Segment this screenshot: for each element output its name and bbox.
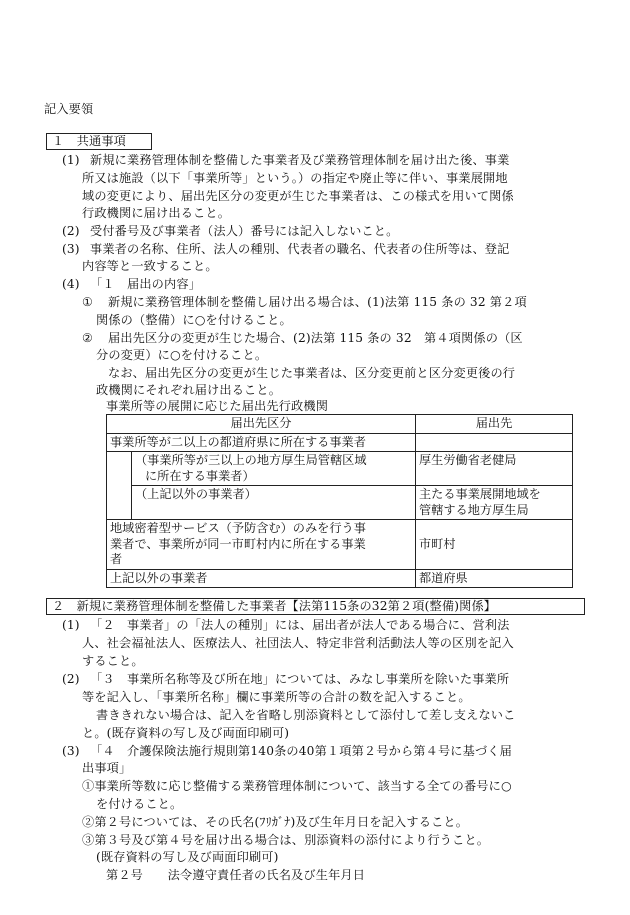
s2-sub-line4: ③第３号及び第４号を届け出る場合は、別添資料の添付により行うこと。 bbox=[82, 833, 490, 847]
s1-item2-number: (2) bbox=[62, 224, 80, 238]
s2-item2-number: (2) bbox=[62, 672, 80, 686]
table-cell-r2b-dest-line2: 管轄する地方厚生局 bbox=[419, 502, 529, 517]
table-row bbox=[107, 520, 573, 570]
table-cell-r2b-dest bbox=[416, 486, 573, 520]
s1-sub2-line2: 分の変更）に○を付けること。 bbox=[96, 348, 268, 362]
s1-item1-line1: 新規に業務管理体制を整備した事業者及び業務管理体制を届け出た後、事業 bbox=[90, 153, 510, 167]
table-cell-r3-line1: 地域密着型サービス（予防含む）のみを行う事 bbox=[110, 521, 366, 535]
section2-title: ２ 新規に業務管理体制を整備した事業者【法第115条の32第２項(整備)関係】 bbox=[52, 599, 497, 613]
s2-sub-line1: ①事業所等数に応じ整備する業務管理体制について、該当する全ての番号に○ bbox=[82, 779, 512, 793]
s2-item2-line4: と。(既存資料の写し及び両面印刷可) bbox=[82, 726, 290, 740]
table-header-destination: 届出先 bbox=[416, 415, 573, 434]
section1-title: １ 共通事項 bbox=[52, 134, 127, 148]
table-caption: 事業所等の展開に応じた届出先行政機関 bbox=[106, 399, 329, 413]
s1-item1-number: (1) bbox=[62, 153, 80, 167]
agency-table bbox=[106, 414, 573, 588]
table-row bbox=[107, 452, 573, 486]
s1-item3-line1: 事業者の名称、住所、法人の種別、代表者の職名、代表者の住所等は、登記 bbox=[90, 242, 510, 256]
table-cell-r1-dest bbox=[416, 433, 573, 452]
s1-item3-number: (3) bbox=[62, 242, 80, 256]
table-indent-cell bbox=[107, 486, 132, 520]
s2-item2-line1: 「３ 事業所名称等及び所在地」については、みなし事業所を除いた事業所 bbox=[90, 672, 510, 686]
s1-item3-line2: 内容等と一致すること。 bbox=[82, 259, 218, 273]
s1-sub1-number: ① bbox=[82, 295, 94, 309]
table-indent-cell bbox=[107, 452, 132, 486]
s2-sub-line3: ②第２号については、その氏名(ﾌﾘｶﾞﾅ)及び生年月日を記入すること。 bbox=[82, 815, 469, 829]
s1-item1-line3: 域の変更により、届出先区分の変更が生じた事業者は、この様式を用いて関係 bbox=[82, 189, 514, 203]
table-cell-r4: 上記以外の事業者 bbox=[107, 569, 416, 588]
table-cell-r2a-line1: （事業所等が三以上の地方厚生局管轄区域 bbox=[135, 453, 367, 467]
s2-item1-line1: 「２ 事業者」の「法人の種別」には、届出者が法人である場合に、営利法 bbox=[90, 618, 510, 632]
table-cell-r3-line3: 者 bbox=[110, 552, 123, 566]
s2-sub-line6: 第２号 法令遵守責任者の氏名及び生年月日 bbox=[106, 868, 366, 882]
table-cell-r4-dest: 都道府県 bbox=[416, 569, 573, 588]
table-cell-r3-line2: 業者で、事業所が同一市町村内に所在する事業 bbox=[110, 536, 366, 551]
s1-sub1-line1: 新規に業務管理体制を整備し届け出る場合は、(1)法第 115 条の 32 第２項 bbox=[108, 295, 527, 309]
s1-item2-line1: 受付番号及び事業者（法人）番号には記入しないこと。 bbox=[90, 224, 399, 238]
s1-sub2-number: ② bbox=[82, 331, 94, 345]
table-header-row bbox=[107, 415, 573, 434]
table-cell-r3 bbox=[107, 520, 416, 570]
s2-sub-line5: (既存資料の写し及び両面印刷可) bbox=[96, 850, 279, 864]
s2-item2-line3: 書ききれない場合は、記入を省略し別添資料として添付して差し支えないこ bbox=[96, 708, 516, 722]
s2-item2-line2: 等を記入し、「事業所名称」欄に事業所等の合計の数を記入すること。 bbox=[82, 690, 471, 704]
s2-item3-number: (3) bbox=[62, 744, 80, 758]
table-row bbox=[107, 569, 573, 588]
table-cell-r2b-dest-line1: 主たる事業展開地域を bbox=[419, 487, 541, 501]
table-cell-r1: 事業所等が二以上の都道府県に所在する事業者 bbox=[107, 433, 416, 452]
document-heading: 記入要領 bbox=[44, 102, 94, 116]
s1-sub2-line1: 届出先区分の変更が生じた場合、(2)法第 115 条の 32 第４項関係の（区 bbox=[108, 331, 523, 345]
table-cell-r2a-dest: 厚生労働省老健局 bbox=[416, 452, 573, 486]
s2-sub-line2: を付けること。 bbox=[96, 797, 183, 811]
table-row bbox=[107, 433, 573, 452]
s2-item3-line1: 「４ 介護保険法施行規則第140条の40第１項第２号から第４号に基づく届 bbox=[90, 744, 512, 758]
s2-item1-line3: すること。 bbox=[82, 654, 144, 668]
s1-item4-line1: 「１ 届出の内容」 bbox=[90, 277, 202, 291]
s1-item4-number: (4) bbox=[62, 277, 80, 291]
s1-sub2-line4: 政機関にそれぞれ届け出ること。 bbox=[96, 383, 282, 397]
s2-item1-line2: 人、社会福祉法人、医療法人、社団法人、特定非営利活動法人等の区別を記入 bbox=[82, 636, 514, 650]
s1-item1-line4: 行政機関に届け出ること。 bbox=[82, 206, 231, 220]
table-cell-r2b: （上記以外の事業者） bbox=[132, 486, 416, 520]
table-row bbox=[107, 486, 573, 520]
s2-item1-number: (1) bbox=[62, 618, 80, 632]
s1-sub2-line3: なお、届出先区分の変更が生じた事業者は、区分変更前と区分変更後の行 bbox=[108, 366, 516, 380]
table-cell-r2a bbox=[132, 452, 416, 486]
table-cell-r3-dest: 市町村 bbox=[416, 520, 573, 570]
s1-sub1-line2: 関係の（整備）に○を付けること。 bbox=[96, 313, 292, 327]
table-header-category: 届出先区分 bbox=[107, 415, 416, 434]
s2-item3-line2: 出事項」 bbox=[82, 761, 132, 775]
table-cell-r2a-line2: に所在する事業者） bbox=[145, 468, 255, 483]
s1-item1-line2: 所又は施設（以下「事業所等」という。）の指定や廃止等に伴い、事業展開地 bbox=[82, 171, 508, 185]
